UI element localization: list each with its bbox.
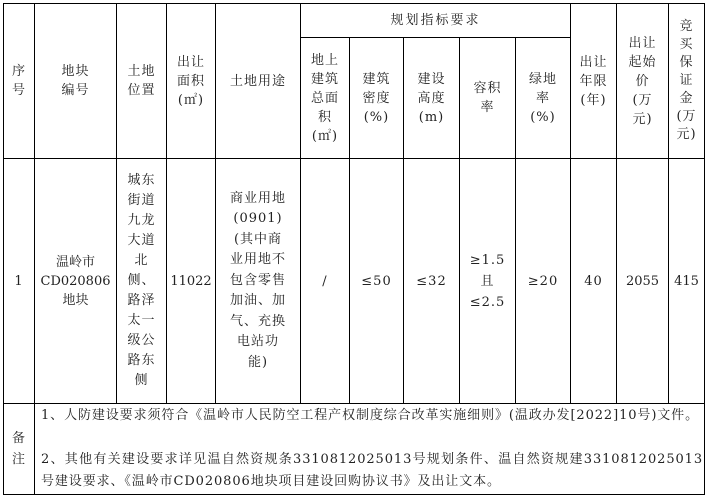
row-location: 城东 街道 九龙 大道 北 侧、 路泽 太一 级公 路东 侧 (127, 173, 156, 388)
header-far: 容积 率 (473, 81, 502, 115)
header-use: 土地用途 (229, 73, 286, 89)
header-height: 建设 高度 (m) (417, 71, 446, 125)
row-term: 40 (584, 273, 603, 289)
rule-bottom (3, 494, 705, 495)
header-planning-group: 规划指标要求 (390, 13, 481, 28)
row-gfa: / (322, 273, 328, 289)
remarks-line-2: 2、其他有关建设要求详见温自然资规条3310812025013号规划条件、温自然资规建3310812025013号建设要求、《温岭市CD020806地块项目建设回购协议书》及出让文本。 (41, 452, 703, 489)
row-seq: 1 (14, 273, 24, 289)
row-far: ≥1.5 且 ≤2.5 (469, 252, 506, 310)
row-start-price: 2055 (625, 273, 660, 289)
header-green: 绿地 率 (%) (528, 71, 557, 125)
header-density: 建筑 密度 (%) (362, 71, 391, 125)
header-start-price: 出让 起始 价 (万 元) (628, 35, 657, 127)
row-green: ≥20 (527, 273, 559, 289)
row-density: ≤50 (361, 273, 392, 289)
header-plot-no: 地块 编号 (61, 64, 90, 98)
row-deposit: 415 (674, 273, 699, 289)
header-deposit: 竞 买 保 证 金 (万 元) (676, 19, 697, 142)
row-use: 商业用地 (0901) (其中商 业用地不 包含零售 加油、加 气、充换 电站功 能) (229, 190, 286, 370)
header-seq: 序 号 (11, 64, 26, 98)
rule-row-bottom (3, 403, 705, 404)
rule-right (704, 3, 705, 495)
header-gfa: 地上 建筑 总面 积 (㎡) (310, 52, 339, 144)
row-area: 11022 (170, 273, 212, 289)
row-plot-no: 温岭市 CD020806 地块 (40, 254, 111, 308)
header-term: 出让 年限 (年) (579, 54, 608, 108)
remarks-label: 备 注 (11, 431, 26, 467)
row-height: ≤32 (416, 273, 447, 289)
remarks-line-1: 1、人防建设要求须符合《温岭市人民防空工程产权制度综合改革实施细则》(温政办发[2022]10号)文件。 (41, 408, 699, 423)
header-location: 土地 位置 (127, 64, 156, 98)
header-area: 出让 面积 (㎡) (176, 54, 205, 108)
